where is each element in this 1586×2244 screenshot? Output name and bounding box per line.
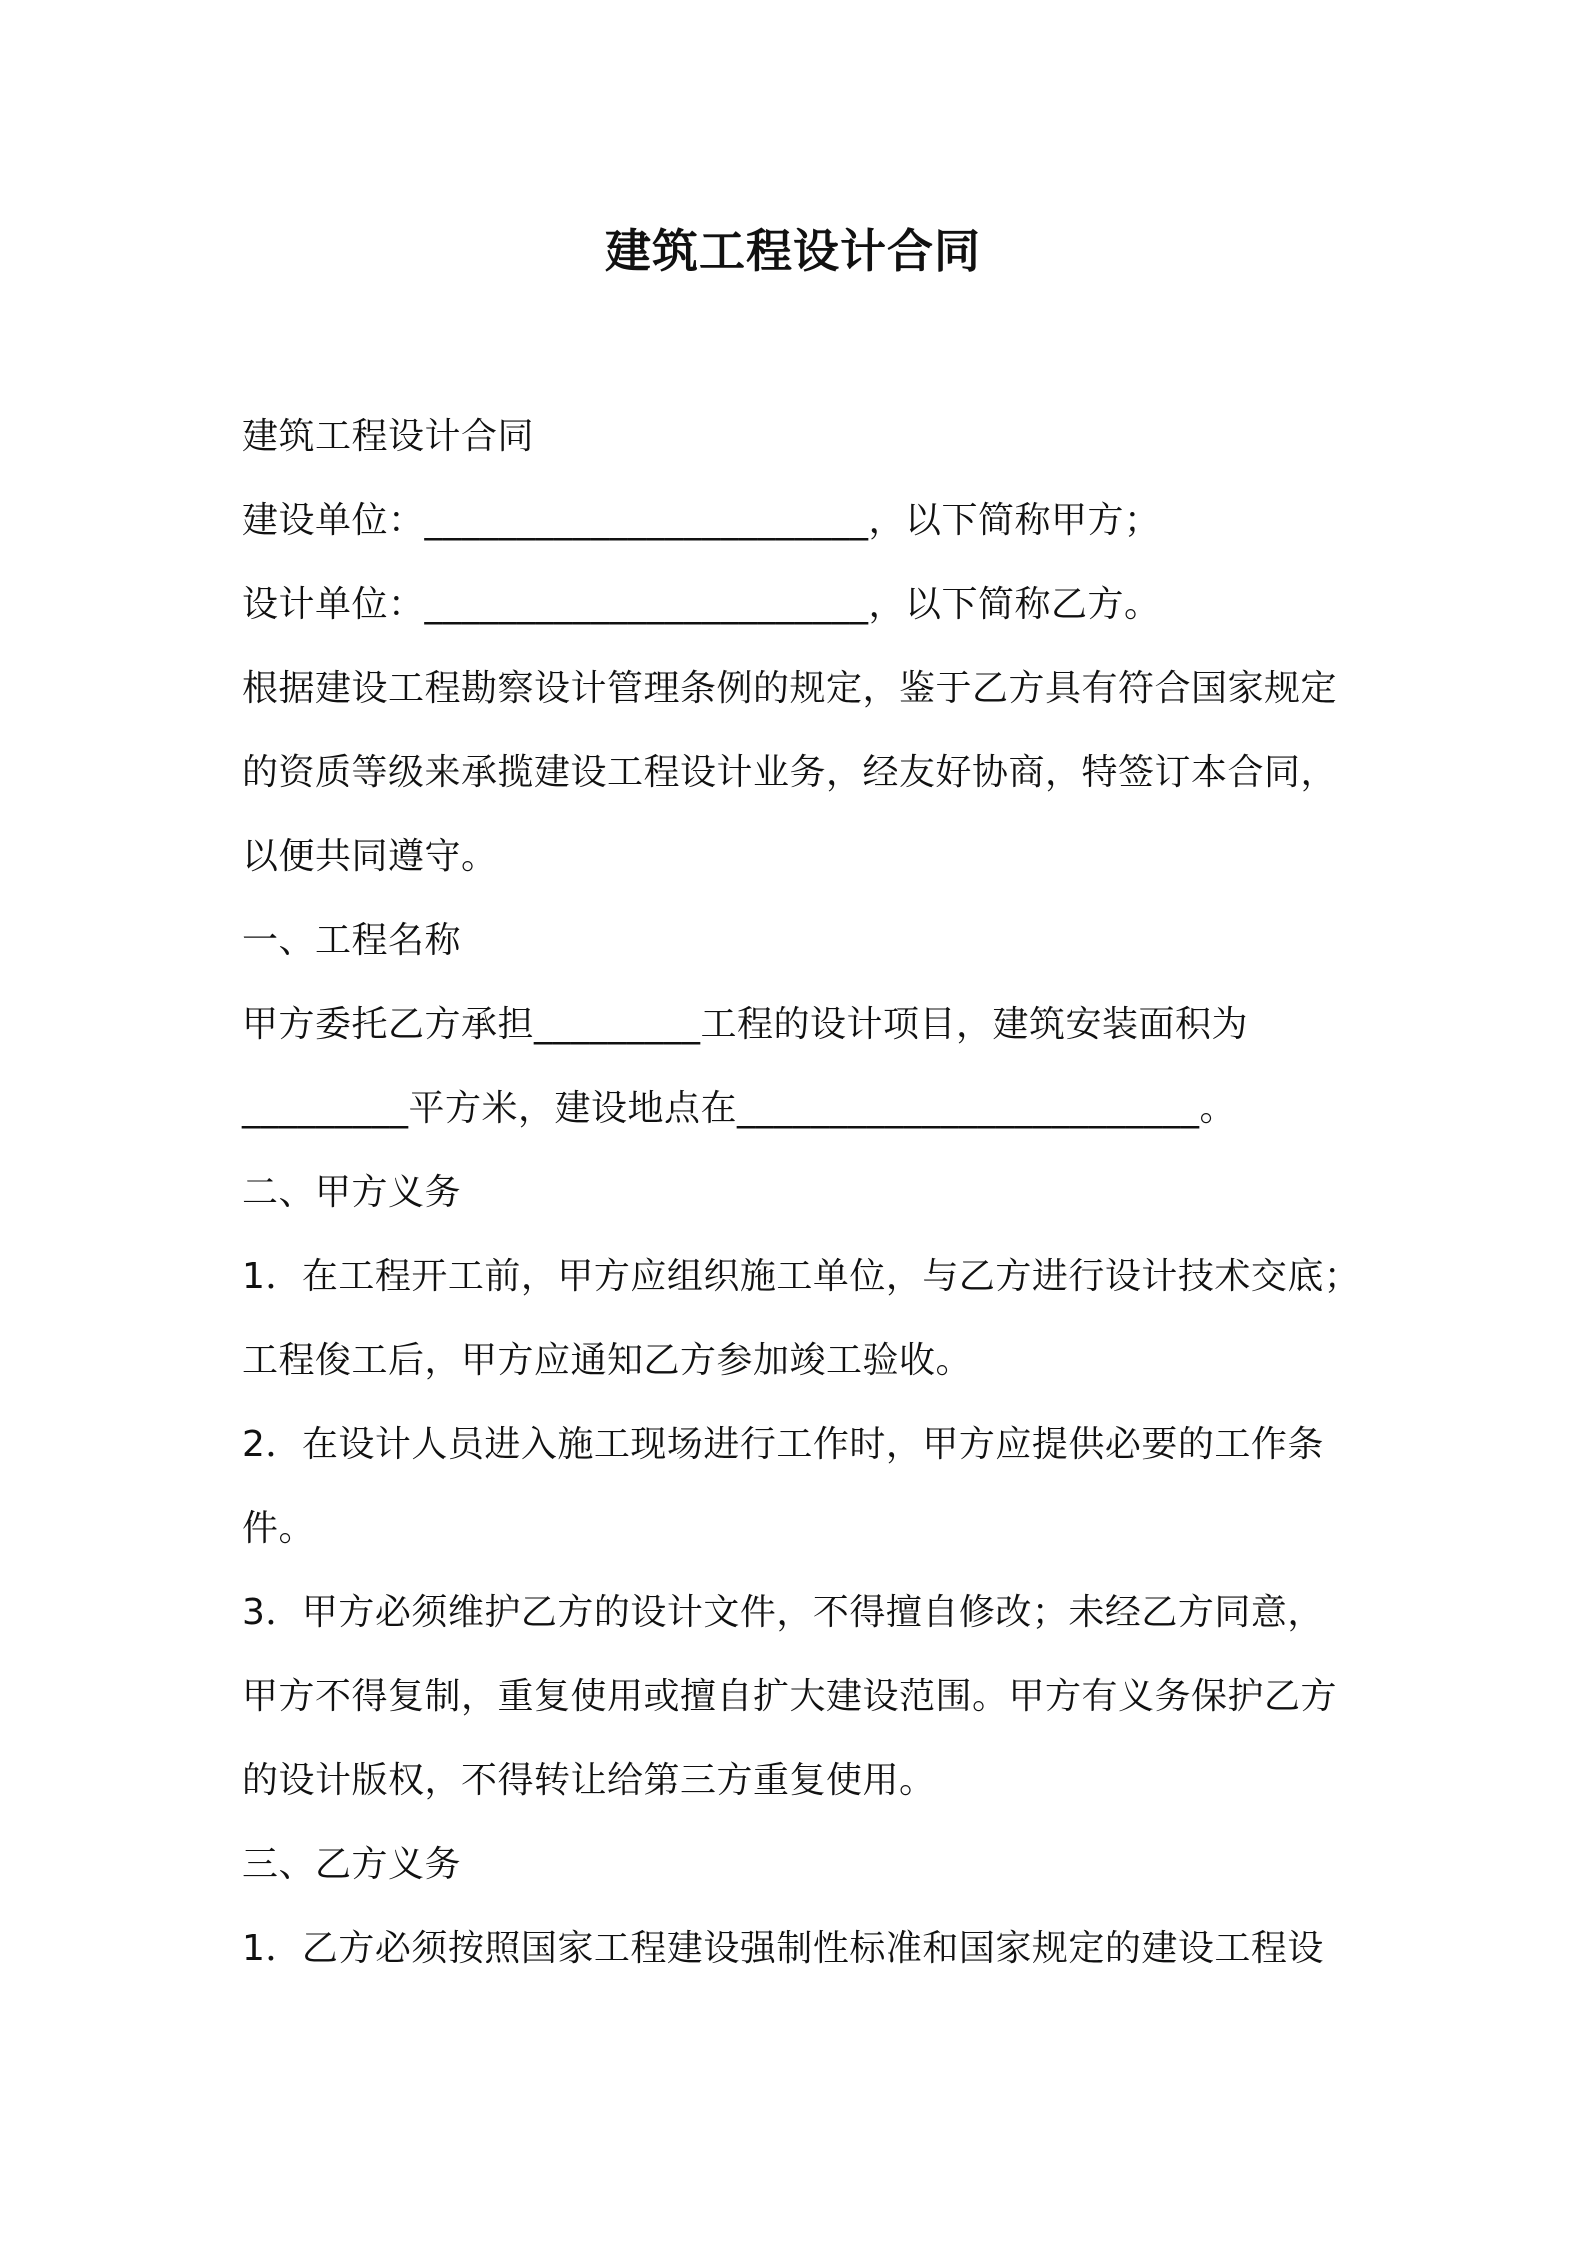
section3-item1-line-1: 1．乙方必须按照国家工程建设强制性标准和国家规定的建设工程设 (242, 1928, 1324, 1969)
section-heading-2: 二、甲方义务 (242, 1172, 462, 1213)
section2-item1-line-2: 工程俊工后，甲方应通知乙方参加竣工验收。 (242, 1340, 973, 1381)
section1-line-1: 甲方委托乙方承担_________工程的设计项目，建筑安装面积为 (242, 1004, 1249, 1045)
party-a-line: 建设单位：________________________，以下简称甲方； (242, 500, 1161, 541)
preamble-line-3: 以便共同遵守。 (242, 836, 498, 877)
section2-item3-line-2: 甲方不得复制，重复使用或擅自扩大建设范围。甲方有义务保护乙方 (242, 1676, 1338, 1717)
document-title: 建筑工程设计合同 (605, 224, 981, 278)
party-b-line: 设计单位：________________________，以下简称乙方。 (242, 584, 1161, 625)
section1-line-2: _________平方米，建设地点在_________________________。 (242, 1088, 1237, 1129)
section-heading-1: 一、工程名称 (242, 920, 462, 961)
section2-item2-line-2: 件。 (242, 1508, 316, 1549)
section-heading-3: 三、乙方义务 (242, 1844, 462, 1885)
preamble-line-1: 根据建设工程勘察设计管理条例的规定，鉴于乙方具有符合国家规定 (242, 668, 1338, 709)
preamble-line-2: 的资质等级来承揽建设工程设计业务，经友好协商，特签订本合同， (242, 752, 1338, 793)
section2-item3-line-1: 3．甲方必须维护乙方的设计文件，不得擅自修改；未经乙方同意， (242, 1592, 1324, 1633)
subtitle-line: 建筑工程设计合同 (242, 416, 535, 457)
section2-item3-line-3: 的设计版权，不得转让给第三方重复使用。 (242, 1760, 936, 1801)
section2-item2-line-1: 2．在设计人员进入施工现场进行工作时，甲方应提供必要的工作条 (242, 1424, 1324, 1465)
section2-item1-line-1: 1．在工程开工前，甲方应组织施工单位，与乙方进行设计技术交底； (242, 1256, 1361, 1297)
